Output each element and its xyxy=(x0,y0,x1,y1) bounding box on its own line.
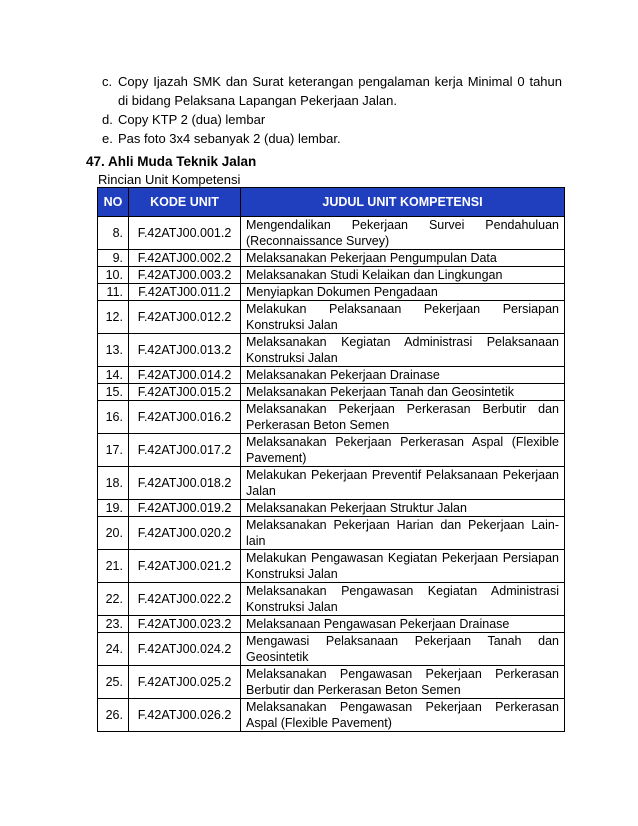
row-number: 10. xyxy=(98,267,129,284)
row-number: 13. xyxy=(98,334,129,367)
table-row xyxy=(98,401,565,434)
table-row xyxy=(98,699,565,732)
row-number: 8. xyxy=(98,217,129,250)
unit-title: Melaksanakan Pekerjaan Tanah dan Geosintetik xyxy=(241,384,565,401)
table-row xyxy=(98,384,565,401)
table-row xyxy=(98,616,565,633)
row-number: 12. xyxy=(98,301,129,334)
table-row xyxy=(98,550,565,583)
table-header-row xyxy=(98,188,565,217)
row-number: 11. xyxy=(98,284,129,301)
requirement-text: Copy KTP 2 (dua) lembar xyxy=(118,112,266,127)
section-title: 47. Ahli Muda Teknik Jalan xyxy=(86,154,257,169)
requirement-letter: c. xyxy=(102,74,113,89)
unit-code: F.42ATJ00.011.2 xyxy=(129,284,241,301)
table-row xyxy=(98,301,565,334)
unit-title: Melaksanakan Pekerjaan Perkerasan Berbutir dan Perkerasan Beton Semen xyxy=(241,401,565,434)
table-row xyxy=(98,500,565,517)
row-number: 16. xyxy=(98,401,129,434)
row-number: 23. xyxy=(98,616,129,633)
unit-title: Mengendalikan Pekerjaan Survei Pendahuluan (Reconnaissance Survey) xyxy=(241,217,565,250)
unit-title: Melaksanakan Pekerjaan Pengumpulan Data xyxy=(241,250,565,267)
unit-title: Melaksanakan Pengawasan Pekerjaan Perkerasan Berbutir dan Perkerasan Beton Semen xyxy=(241,666,565,699)
unit-title: Melakukan Pengawasan Kegiatan Pekerjaan Persiapan Konstruksi Jalan xyxy=(241,550,565,583)
requirement-item xyxy=(102,129,562,148)
unit-code: F.42ATJ00.019.2 xyxy=(129,500,241,517)
table-row xyxy=(98,250,565,267)
requirement-letter: e. xyxy=(102,131,113,146)
requirement-letter: d. xyxy=(102,112,113,127)
unit-code: F.42ATJ00.021.2 xyxy=(129,550,241,583)
table-row xyxy=(98,217,565,250)
unit-title: Melaksanakan Pekerjaan Struktur Jalan xyxy=(241,500,565,517)
table-row xyxy=(98,583,565,616)
unit-title: Melaksanakan Kegiatan Administrasi Pelaksanaan Konstruksi Jalan xyxy=(241,334,565,367)
requirement-text: Pas foto 3x4 sebanyak 2 (dua) lembar. xyxy=(118,131,341,146)
table-row xyxy=(98,517,565,550)
row-number: 21. xyxy=(98,550,129,583)
row-number: 14. xyxy=(98,367,129,384)
row-number: 15. xyxy=(98,384,129,401)
unit-title: Melaksanaan Pengawasan Pekerjaan Drainase xyxy=(241,616,565,633)
unit-title: Mengawasi Pelaksanaan Pekerjaan Tanah dan Geosintetik xyxy=(241,633,565,666)
unit-title: Melaksanakan Pekerjaan Harian dan Pekerjaan Lain-lain xyxy=(241,517,565,550)
section-subtitle: Rincian Unit Kompetensi xyxy=(98,172,241,187)
unit-code: F.42ATJ00.023.2 xyxy=(129,616,241,633)
unit-title: Melaksanakan Pengawasan Kegiatan Administrasi Konstruksi Jalan xyxy=(241,583,565,616)
unit-code: F.42ATJ00.002.2 xyxy=(129,250,241,267)
requirement-item xyxy=(102,110,562,129)
row-number: 20. xyxy=(98,517,129,550)
table-row xyxy=(98,467,565,500)
unit-code: F.42ATJ00.018.2 xyxy=(129,467,241,500)
requirement-item xyxy=(102,72,562,110)
unit-title: Melaksanakan Studi Kelaikan dan Lingkungan xyxy=(241,267,565,284)
row-number: 19. xyxy=(98,500,129,517)
table-row xyxy=(98,434,565,467)
unit-code: F.42ATJ00.024.2 xyxy=(129,633,241,666)
unit-code: F.42ATJ00.017.2 xyxy=(129,434,241,467)
unit-code: F.42ATJ00.013.2 xyxy=(129,334,241,367)
unit-code: F.42ATJ00.026.2 xyxy=(129,699,241,732)
header-no: NO xyxy=(98,188,129,217)
header-code: KODE UNIT xyxy=(129,188,241,217)
requirement-text: Copy Ijazah SMK dan Surat keterangan pengalaman kerja Minimal 0 tahun di bidang Pelaksana Lapangan Pekerjaan Jalan. xyxy=(118,74,562,108)
unit-code: F.42ATJ00.015.2 xyxy=(129,384,241,401)
table-row xyxy=(98,284,565,301)
unit-code: F.42ATJ00.022.2 xyxy=(129,583,241,616)
competency-table xyxy=(97,187,565,732)
unit-title: Melakukan Pekerjaan Preventif Pelaksanaan Pekerjaan Jalan xyxy=(241,467,565,500)
row-number: 17. xyxy=(98,434,129,467)
unit-code: F.42ATJ00.012.2 xyxy=(129,301,241,334)
row-number: 25. xyxy=(98,666,129,699)
unit-title: Melakukan Pelaksanaan Pekerjaan Persiapan Konstruksi Jalan xyxy=(241,301,565,334)
unit-code: F.42ATJ00.016.2 xyxy=(129,401,241,434)
unit-title: Menyiapkan Dokumen Pengadaan xyxy=(241,284,565,301)
table-row xyxy=(98,633,565,666)
unit-title: Melaksanakan Pekerjaan Perkerasan Aspal (Flexible Pavement) xyxy=(241,434,565,467)
unit-title: Melaksanakan Pengawasan Pekerjaan Perkerasan Aspal (Flexible Pavement) xyxy=(241,699,565,732)
unit-code: F.42ATJ00.003.2 xyxy=(129,267,241,284)
table-row xyxy=(98,367,565,384)
table-row xyxy=(98,666,565,699)
unit-code: F.42ATJ00.025.2 xyxy=(129,666,241,699)
unit-title: Melaksanakan Pekerjaan Drainase xyxy=(241,367,565,384)
header-title: JUDUL UNIT KOMPETENSI xyxy=(241,188,565,217)
row-number: 26. xyxy=(98,699,129,732)
table-row xyxy=(98,267,565,284)
row-number: 24. xyxy=(98,633,129,666)
row-number: 22. xyxy=(98,583,129,616)
row-number: 18. xyxy=(98,467,129,500)
unit-code: F.42ATJ00.014.2 xyxy=(129,367,241,384)
unit-code: F.42ATJ00.001.2 xyxy=(129,217,241,250)
table-row xyxy=(98,334,565,367)
unit-code: F.42ATJ00.020.2 xyxy=(129,517,241,550)
row-number: 9. xyxy=(98,250,129,267)
requirements-list xyxy=(102,72,562,148)
